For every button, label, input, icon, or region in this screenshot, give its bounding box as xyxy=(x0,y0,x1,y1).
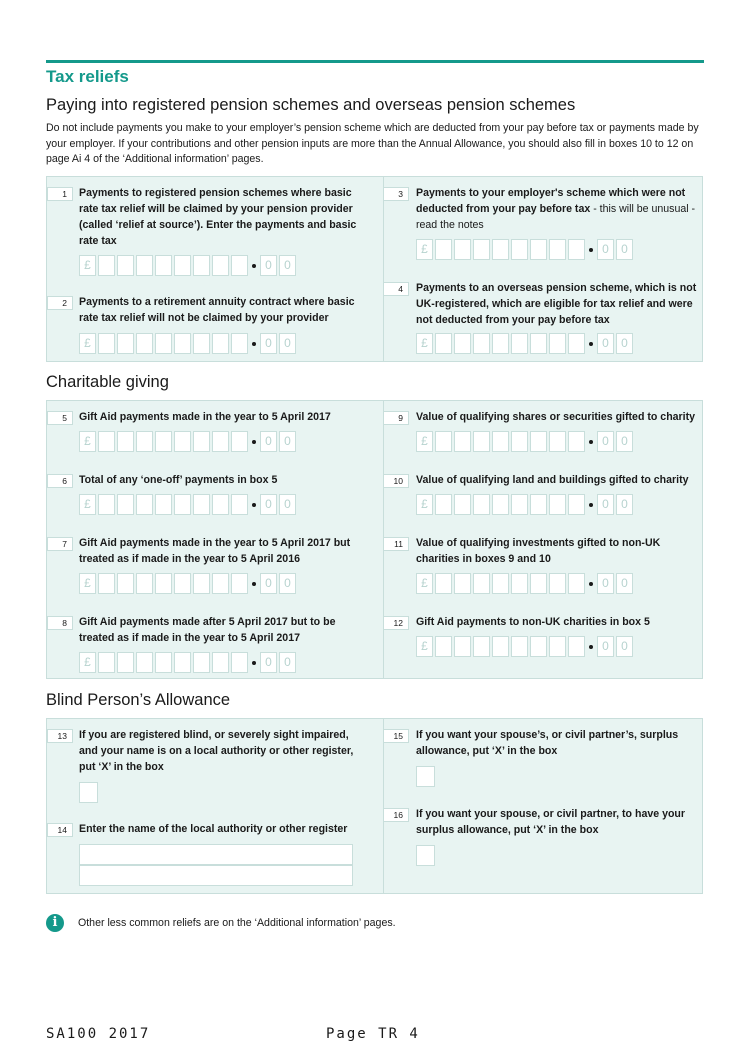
decimal-point xyxy=(252,264,256,268)
pound-digit-cell[interactable] xyxy=(193,255,210,276)
pence-cell: 0 xyxy=(597,431,614,452)
box-number: 13 xyxy=(47,729,73,743)
pound-digit-cell[interactable] xyxy=(174,652,191,673)
pound-digit-cell[interactable] xyxy=(212,255,229,276)
box-15-checkbox[interactable] xyxy=(416,766,435,787)
pound-digit-cell[interactable] xyxy=(98,573,115,594)
question-text: Gift Aid payments to non-UK charities in box 5 xyxy=(416,616,650,628)
pound-digit-cell[interactable] xyxy=(435,494,452,515)
pound-digit-cell[interactable] xyxy=(473,431,490,452)
question-text xyxy=(416,185,704,233)
pound-digit-cell[interactable] xyxy=(155,431,172,452)
question-text: If you want your spouse, or civil partner, to have your surplus allowance, put ‘X’ in the box xyxy=(416,808,686,836)
box-9-amount[interactable] xyxy=(416,431,635,452)
box-1-amount[interactable] xyxy=(79,255,298,276)
pound-digit-cell[interactable] xyxy=(231,573,248,594)
pence-cell: 0 xyxy=(260,431,277,452)
pound-digit-cell[interactable] xyxy=(136,494,153,515)
pound-digit-cell[interactable] xyxy=(473,494,490,515)
pence-cell: 0 xyxy=(279,333,296,354)
pence-cell: 0 xyxy=(597,573,614,594)
pound-digit-cell[interactable] xyxy=(511,573,528,594)
box-14-name-line-2[interactable] xyxy=(79,865,353,886)
decimal-point xyxy=(589,503,593,507)
pound-digit-cell[interactable] xyxy=(98,494,115,515)
info-note-text: Other less common reliefs are on the ‘Additional information’ pages. xyxy=(78,917,396,929)
section-title: Tax reliefs xyxy=(46,67,129,86)
pound-digit-cell[interactable] xyxy=(568,573,585,594)
pence-cell: 0 xyxy=(260,652,277,673)
decimal-point xyxy=(589,582,593,586)
pound-digit-cell[interactable] xyxy=(98,333,115,354)
pound-digit-cell[interactable] xyxy=(530,431,547,452)
pound-digit-cell[interactable] xyxy=(174,431,191,452)
pence-cell: 0 xyxy=(597,239,614,260)
box-12-amount[interactable] xyxy=(416,636,635,657)
form-code: SA100 2017 xyxy=(46,1026,151,1042)
question-text: Value of qualifying land and buildings gifted to charity xyxy=(416,474,689,486)
box-number: 11 xyxy=(383,537,409,551)
pound-digit-cell[interactable] xyxy=(212,431,229,452)
decimal-point xyxy=(252,661,256,665)
pound-digit-cell[interactable] xyxy=(117,652,134,673)
pound-digit-cell[interactable] xyxy=(511,431,528,452)
pence-cell: 0 xyxy=(260,494,277,515)
pence-cell: 0 xyxy=(279,494,296,515)
pound-digit-cell[interactable] xyxy=(98,431,115,452)
column-divider xyxy=(383,177,384,361)
box-13-checkbox[interactable] xyxy=(79,782,98,803)
currency-cell: £ xyxy=(416,573,433,594)
box-8-amount[interactable] xyxy=(79,652,298,673)
pension-heading: Paying into registered pension schemes and overseas pension schemes xyxy=(46,96,576,114)
pound-digit-cell[interactable] xyxy=(231,431,248,452)
pound-digit-cell[interactable] xyxy=(193,333,210,354)
pound-digit-cell[interactable] xyxy=(549,494,566,515)
pound-digit-cell[interactable] xyxy=(174,573,191,594)
question-text: Payments to an overseas pension scheme, which is not UK-registered, which are eligible for tax relief and were not deducted from your pay before tax xyxy=(416,282,697,326)
pound-digit-cell[interactable] xyxy=(492,431,509,452)
box-number: 2 xyxy=(47,296,73,310)
box-16-checkbox[interactable] xyxy=(416,845,435,866)
decimal-point xyxy=(252,342,256,346)
pound-digit-cell[interactable] xyxy=(435,333,452,354)
currency-cell: £ xyxy=(416,239,433,260)
pound-digit-cell[interactable] xyxy=(117,431,134,452)
pound-digit-cell[interactable] xyxy=(492,494,509,515)
question-note: - this will be unusual - read the notes xyxy=(416,203,696,231)
pound-digit-cell[interactable] xyxy=(231,652,248,673)
question-text: Gift Aid payments made in the year to 5 April 2017 xyxy=(79,411,331,423)
pound-digit-cell[interactable] xyxy=(193,494,210,515)
pound-digit-cell[interactable] xyxy=(136,573,153,594)
pound-digit-cell[interactable] xyxy=(549,239,566,260)
pound-digit-cell[interactable] xyxy=(492,573,509,594)
box-7-amount[interactable] xyxy=(79,573,298,594)
box-11-amount[interactable] xyxy=(416,573,635,594)
currency-cell: £ xyxy=(416,636,433,657)
pound-digit-cell[interactable] xyxy=(155,652,172,673)
pound-digit-cell[interactable] xyxy=(136,652,153,673)
pound-digit-cell[interactable] xyxy=(511,239,528,260)
pound-digit-cell[interactable] xyxy=(174,255,191,276)
column-divider xyxy=(383,719,384,893)
pension-panel xyxy=(46,176,703,362)
pound-digit-cell[interactable] xyxy=(473,636,490,657)
pound-digit-cell[interactable] xyxy=(155,573,172,594)
question-main: Payments to your employer's scheme which were not deducted from your pay before tax xyxy=(416,187,686,215)
box-2-amount[interactable] xyxy=(79,333,298,354)
pound-digit-cell[interactable] xyxy=(136,333,153,354)
pound-digit-cell[interactable] xyxy=(530,333,547,354)
pence-cell: 0 xyxy=(597,636,614,657)
question-text: If you are registered blind, or severely sight impaired, and your name is on a local authority or other register, put ‘X’ in the box xyxy=(79,729,354,773)
pound-digit-cell[interactable] xyxy=(549,333,566,354)
pound-digit-cell[interactable] xyxy=(212,494,229,515)
pound-digit-cell[interactable] xyxy=(117,573,134,594)
decimal-point xyxy=(589,645,593,649)
pound-digit-cell[interactable] xyxy=(454,431,471,452)
pence-cell: 0 xyxy=(616,333,633,354)
pound-digit-cell[interactable] xyxy=(231,494,248,515)
pound-digit-cell[interactable] xyxy=(435,636,452,657)
pound-digit-cell[interactable] xyxy=(549,431,566,452)
box-number: 14 xyxy=(47,823,73,837)
pound-digit-cell[interactable] xyxy=(174,333,191,354)
currency-cell: £ xyxy=(79,333,96,354)
pence-cell: 0 xyxy=(616,431,633,452)
pound-digit-cell[interactable] xyxy=(473,573,490,594)
pound-digit-cell[interactable] xyxy=(231,333,248,354)
box-number: 5 xyxy=(47,411,73,425)
pound-digit-cell[interactable] xyxy=(98,255,115,276)
pound-digit-cell[interactable] xyxy=(454,239,471,260)
pound-digit-cell[interactable] xyxy=(117,255,134,276)
pound-digit-cell[interactable] xyxy=(568,239,585,260)
decimal-point xyxy=(252,582,256,586)
pence-cell: 0 xyxy=(597,494,614,515)
pound-digit-cell[interactable] xyxy=(568,333,585,354)
pence-cell: 0 xyxy=(279,573,296,594)
pound-digit-cell[interactable] xyxy=(568,636,585,657)
decimal-point xyxy=(589,342,593,346)
currency-cell: £ xyxy=(416,431,433,452)
pound-digit-cell[interactable] xyxy=(98,652,115,673)
box-3-amount[interactable] xyxy=(416,239,635,260)
currency-cell: £ xyxy=(79,255,96,276)
currency-cell: £ xyxy=(416,333,433,354)
decimal-point xyxy=(252,440,256,444)
pound-digit-cell[interactable] xyxy=(511,494,528,515)
box-number: 7 xyxy=(47,537,73,551)
question-text: Value of qualifying shares or securities gifted to charity xyxy=(416,411,696,423)
question-text: Payments to a retirement annuity contract where basic rate tax relief will not be claimed by your provider xyxy=(79,296,355,324)
info-icon: i xyxy=(46,914,64,932)
pound-digit-cell[interactable] xyxy=(549,573,566,594)
decimal-point xyxy=(589,248,593,252)
box-number: 15 xyxy=(383,729,409,743)
pound-digit-cell[interactable] xyxy=(454,494,471,515)
charity-heading: Charitable giving xyxy=(46,373,169,391)
blind-allowance-panel xyxy=(46,718,703,894)
pound-digit-cell[interactable] xyxy=(511,333,528,354)
question-text: Gift Aid payments made after 5 April 2017 but to be treated as if made in the year to 5 April 2017 xyxy=(79,616,336,644)
pound-digit-cell[interactable] xyxy=(454,636,471,657)
currency-cell: £ xyxy=(79,573,96,594)
pence-cell: 0 xyxy=(616,494,633,515)
pound-digit-cell[interactable] xyxy=(492,239,509,260)
page-number: Page TR 4 xyxy=(326,1026,420,1042)
pound-digit-cell[interactable] xyxy=(136,255,153,276)
box-6-amount[interactable] xyxy=(79,494,298,515)
pound-digit-cell[interactable] xyxy=(212,573,229,594)
box-5-amount[interactable] xyxy=(79,431,298,452)
pound-digit-cell[interactable] xyxy=(473,239,490,260)
pound-digit-cell[interactable] xyxy=(549,636,566,657)
pence-cell: 0 xyxy=(260,333,277,354)
pound-digit-cell[interactable] xyxy=(193,431,210,452)
box-number: 9 xyxy=(383,411,409,425)
pound-digit-cell[interactable] xyxy=(530,573,547,594)
question-text: Gift Aid payments made in the year to 5 April 2017 but treated as if made in the year to 5 April 2016 xyxy=(79,537,351,565)
pound-digit-cell[interactable] xyxy=(136,431,153,452)
pound-digit-cell[interactable] xyxy=(117,494,134,515)
pound-digit-cell[interactable] xyxy=(511,636,528,657)
pound-digit-cell[interactable] xyxy=(568,494,585,515)
box-number: 10 xyxy=(383,474,409,488)
pence-cell: 0 xyxy=(597,333,614,354)
pound-digit-cell[interactable] xyxy=(492,333,509,354)
pence-cell: 0 xyxy=(260,255,277,276)
pence-cell: 0 xyxy=(616,636,633,657)
info-note xyxy=(46,914,396,932)
question-text: If you want your spouse’s, or civil partner’s, surplus allowance, put ‘X’ in the box xyxy=(416,729,679,757)
pound-digit-cell[interactable] xyxy=(568,431,585,452)
pound-digit-cell[interactable] xyxy=(117,333,134,354)
pence-cell: 0 xyxy=(616,239,633,260)
decimal-point xyxy=(589,440,593,444)
currency-cell: £ xyxy=(79,431,96,452)
pound-digit-cell[interactable] xyxy=(454,333,471,354)
pound-digit-cell[interactable] xyxy=(492,636,509,657)
box-number: 4 xyxy=(383,282,409,296)
pound-digit-cell[interactable] xyxy=(155,255,172,276)
pound-digit-cell[interactable] xyxy=(530,494,547,515)
pound-digit-cell[interactable] xyxy=(193,652,210,673)
question-text: Value of qualifying investments gifted to non-UK charities in boxes 9 and 10 xyxy=(416,537,661,565)
pence-cell: 0 xyxy=(279,255,296,276)
decimal-point xyxy=(252,503,256,507)
pence-cell: 0 xyxy=(260,573,277,594)
box-number: 8 xyxy=(47,616,73,630)
pound-digit-cell[interactable] xyxy=(530,636,547,657)
currency-cell: £ xyxy=(416,494,433,515)
pension-intro: Do not include payments you make to your employer’s pension scheme which are deducted from your pay before tax or payments made by your employer. If your contributions and other pension inputs are more than the Annual Allowance, you should also fill in boxes 10 to 12 on page Ai 4 of the ‘Additional information’ pages. xyxy=(46,122,699,165)
pence-cell: 0 xyxy=(616,573,633,594)
pound-digit-cell[interactable] xyxy=(155,333,172,354)
pound-digit-cell[interactable] xyxy=(212,333,229,354)
pence-cell: 0 xyxy=(279,431,296,452)
section-top-rule xyxy=(46,60,704,63)
pound-digit-cell[interactable] xyxy=(454,573,471,594)
pound-digit-cell[interactable] xyxy=(174,494,191,515)
pound-digit-cell[interactable] xyxy=(231,255,248,276)
blind-heading: Blind Person’s Allowance xyxy=(46,691,231,709)
question-text: Enter the name of the local authority or other register xyxy=(79,823,348,835)
pound-digit-cell[interactable] xyxy=(193,573,210,594)
pence-cell: 0 xyxy=(279,652,296,673)
pound-digit-cell[interactable] xyxy=(530,239,547,260)
box-number: 16 xyxy=(383,808,409,822)
box-number: 6 xyxy=(47,474,73,488)
pound-digit-cell[interactable] xyxy=(435,573,452,594)
currency-cell: £ xyxy=(79,652,96,673)
charity-panel xyxy=(46,400,703,679)
question-text: Payments to registered pension schemes where basic rate tax relief will be claimed by your pension provider (called ‘relief at source’). Enter the payments and basic rate tax xyxy=(79,187,357,247)
box-number: 12 xyxy=(383,616,409,630)
question-text: Total of any ‘one-off’ payments in box 5 xyxy=(79,474,278,486)
pound-digit-cell[interactable] xyxy=(435,431,452,452)
box-10-amount[interactable] xyxy=(416,494,635,515)
box-4-amount[interactable] xyxy=(416,333,635,354)
currency-cell: £ xyxy=(79,494,96,515)
pound-digit-cell[interactable] xyxy=(473,333,490,354)
box-14-name-line-1[interactable] xyxy=(79,844,353,865)
box-number: 1 xyxy=(47,187,73,201)
box-number: 3 xyxy=(383,187,409,201)
pound-digit-cell[interactable] xyxy=(155,494,172,515)
pound-digit-cell[interactable] xyxy=(212,652,229,673)
pound-digit-cell[interactable] xyxy=(435,239,452,260)
